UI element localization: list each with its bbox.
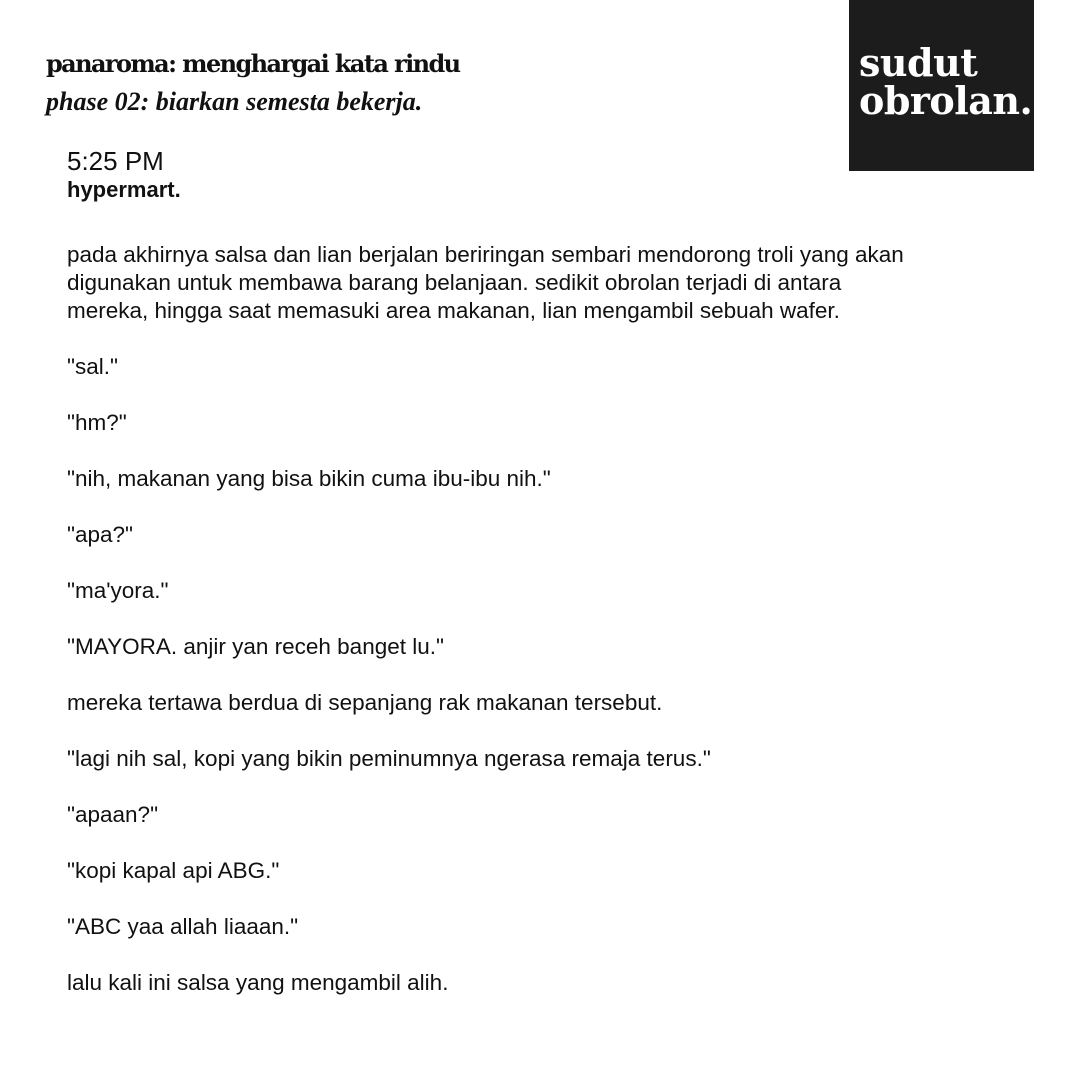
phase-title: phase 02: biarkan semesta bekerja. [46,87,423,116]
dialogue-line: "ABC yaa allah liaaan." [67,914,299,939]
narration-line: mereka tertawa berdua di sepanjang rak makanan tersebut. [67,690,663,715]
paragraph-line: pada akhirnya salsa dan lian berjalan beriringan sembari mendorong troli yang akan [67,242,904,267]
dialogue-line: "apa?" [67,522,134,547]
paragraph-line: digunakan untuk membawa barang belanjaan. sedikit obrolan terjadi di antara [67,270,842,295]
paragraph-line: mereka, hingga saat memasuki area makanan, lian mengambil sebuah wafer. [67,298,840,323]
dialogue-line: "lagi nih sal, kopi yang bikin peminumnya ngerasa remaja terus." [67,746,711,771]
dialogue-line: "hm?" [67,410,127,435]
series-title: panaroma: menghargai kata rindu [46,49,460,78]
opening-paragraph [67,241,1077,325]
scene-time: 5:25 PM [67,146,164,176]
dialogue-line: "nih, makanan yang bisa bikin cuma ibu-ibu nih." [67,466,551,491]
story-body [67,146,1077,997]
dialogue-line: "sal." [67,354,118,379]
brand-line-2: obrolan. [859,78,1033,123]
dialogue-line: "kopi kapal api ABG." [67,858,280,883]
brand-line-1: sudut [859,40,978,85]
dialogue-line: "ma'yora." [67,578,169,603]
brand-text [859,40,1033,123]
dialogue-line: "apaan?" [67,802,159,827]
dialogue-list [67,353,1077,997]
scene-place: hypermart. [67,177,181,202]
narration-line: lalu kali ini salsa yang mengambil alih. [67,970,449,995]
dialogue-line: "MAYORA. anjir yan receh banget lu." [67,634,444,659]
